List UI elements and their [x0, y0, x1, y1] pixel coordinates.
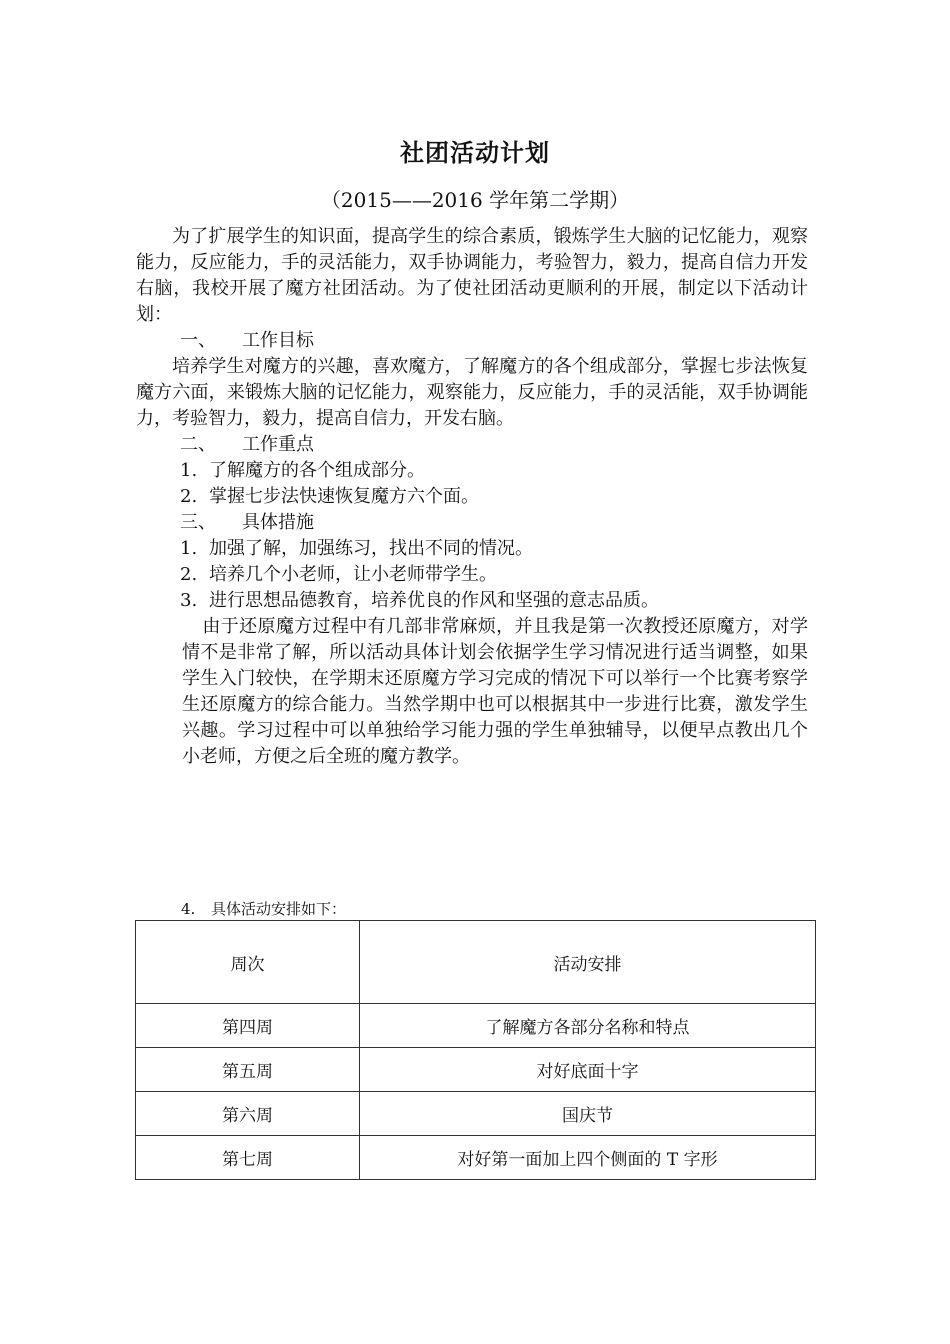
column-header-activity: 活动安排: [360, 921, 816, 1004]
table-cell-activity: 国庆节: [360, 1092, 816, 1136]
table-row: [136, 1004, 816, 1048]
schedule-table: [135, 920, 816, 1180]
section-number: 一、: [180, 330, 216, 351]
list-item-text: 掌握七步法快速恢复魔方六个面。: [209, 486, 479, 507]
closing-paragraph: [136, 614, 808, 770]
list-item-number: 2.: [180, 564, 198, 585]
list-item: [136, 484, 808, 510]
section-title: 工作重点: [242, 434, 314, 455]
list-item-number: 3.: [180, 590, 198, 611]
page-subtitle: （2015——2016 学年第二学期）: [320, 188, 630, 212]
table-intro-text: 具体活动安排如下：: [211, 900, 347, 918]
column-header-week: 周次: [136, 921, 360, 1004]
list-item: [136, 562, 808, 588]
section-title: 具体措施: [242, 512, 314, 533]
list-item-text: 进行思想品德教育，培养优良的作风和坚强的意志品质。: [209, 590, 659, 611]
table-row: [136, 1136, 816, 1180]
table-cell-week: 第四周: [136, 1004, 360, 1048]
table-intro-number: 4.: [181, 900, 196, 918]
list-item: [136, 588, 808, 614]
table-cell-week: 第七周: [136, 1136, 360, 1180]
list-item-text: 培养几个小老师，让小老师带学生。: [209, 564, 497, 585]
section-number: 二、: [180, 434, 216, 455]
list-item-number: 1.: [180, 460, 198, 481]
table-header-row: [136, 921, 816, 1004]
section-title: 工作目标: [242, 330, 314, 351]
table-cell-week: 第五周: [136, 1048, 360, 1092]
section-heading-focus: [136, 432, 808, 458]
intro-paragraph: 为了扩展学生的知识面，提高学生的综合素质，锻炼学生大脑的记忆能力，观察能力，反应能力，手的灵活能力，双手协调能力，考验智力，毅力，提高自信力开发右脑，我校开展了魔方社团活动。为了使社团活动更顺利的开展，制定以下活动计划：: [136, 226, 808, 325]
section-number: 三、: [180, 512, 216, 533]
list-item-text: 加强了解，加强练习，找出不同的情况。: [209, 538, 533, 559]
table-intro: [181, 898, 346, 919]
document-body: [136, 224, 808, 770]
table-cell-activity: 对好第一面加上四个侧面的 T 字形: [360, 1136, 816, 1180]
list-item-number: 2.: [180, 486, 198, 507]
table-row: [136, 1048, 816, 1092]
goal-paragraph: 培养学生对魔方的兴趣，喜欢魔方，了解魔方的各个组成部分，掌握七步法恢复魔方六面，来锻炼大脑的记忆能力，观察能力，反应能力，手的灵活能，双手协调能力，考验智力，毅力，提高自信力，开发右脑。: [136, 356, 808, 429]
table-row: [136, 1092, 816, 1136]
list-item-number: 1.: [180, 538, 198, 559]
closing-text: 由于还原魔方过程中有几部非常麻烦，并且我是第一次教授还原魔方，对学情不是非常了解，所以活动具体计划会依据学生学习情况进行适当调整，如果学生入门较快，在学期末还原魔方学习完成的情况下可以举行一个比赛考察学生还原魔方的综合能力。当然学期中也可以根据其中一步进行比赛，激发学生兴趣。学习过程中可以单独给学习能力强的学生单独辅导，以便早点教出几个小老师，方便之后全班的魔方教学。: [182, 616, 808, 767]
section-heading-measures: [136, 510, 808, 536]
list-item: [136, 536, 808, 562]
list-item-text: 了解魔方的各个组成部分。: [209, 460, 425, 481]
page-title: 社团活动计划: [400, 138, 550, 167]
section-heading-goal: [136, 328, 808, 354]
table-cell-week: 第六周: [136, 1092, 360, 1136]
table-cell-activity: 对好底面十字: [360, 1048, 816, 1092]
list-item: [136, 458, 808, 484]
table-cell-activity: 了解魔方各部分名称和特点: [360, 1004, 816, 1048]
